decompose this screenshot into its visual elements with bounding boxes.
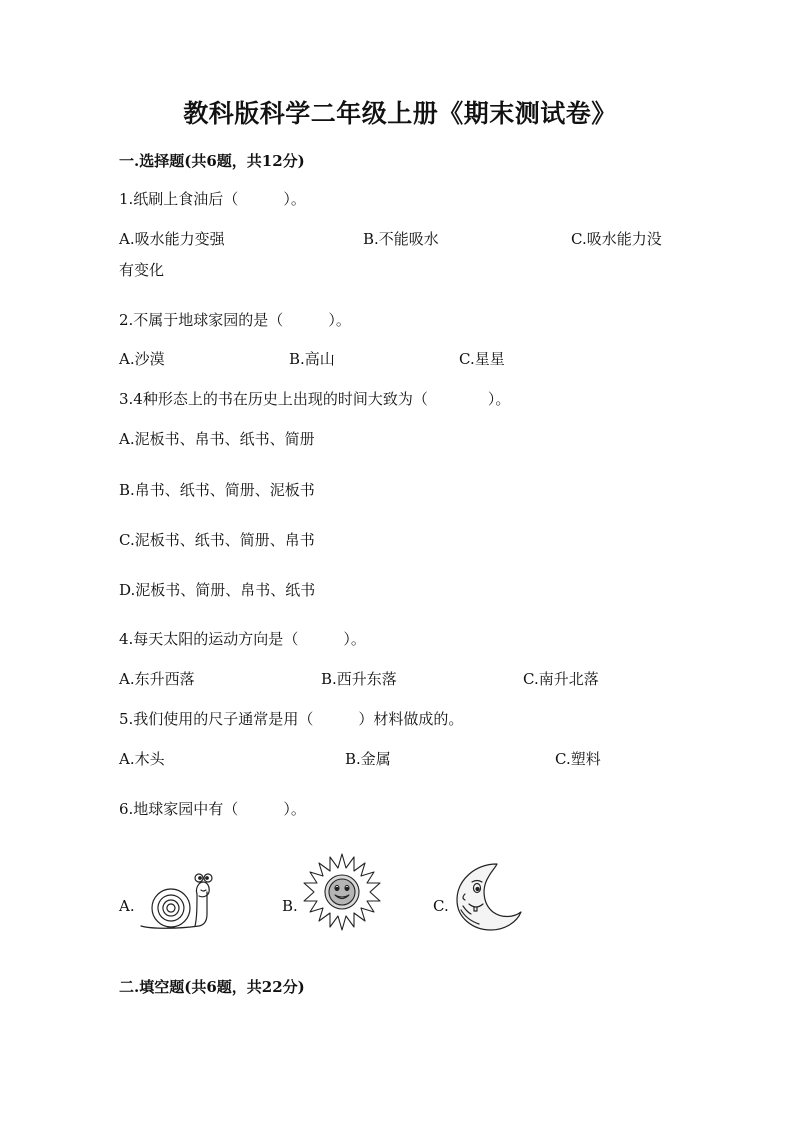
sun-icon: [302, 852, 382, 932]
question-1-stem: 1.纸刷上食油后（ ）。: [119, 190, 306, 208]
question-1-options: [119, 228, 679, 248]
question-2-option-c[interactable]: C.星星: [459, 350, 505, 368]
question-5-stem: 5.我们使用的尺子通常是用（ ）材料做成的。: [119, 710, 464, 728]
question-3-stem: 3.4种形态上的书在历史上出现的时间大致为（ ）。: [119, 390, 511, 408]
question-6-stem: 6.地球家园中有（ ）。: [119, 800, 306, 818]
question-1-option-c-wrap: 有变化: [119, 261, 165, 279]
section-heading-fill-in: 二.填空题(共6题，共22分): [119, 978, 305, 996]
question-5-option-b[interactable]: B.金属: [345, 750, 391, 768]
question-6-option-a[interactable]: [119, 850, 219, 940]
question-6-option-b-label: B.: [282, 897, 298, 915]
question-4-options: [119, 668, 679, 688]
question-2-option-b[interactable]: B.高山: [289, 350, 335, 368]
question-6-option-c-label: C.: [433, 897, 449, 915]
question-4-option-c[interactable]: C.南升北落: [523, 670, 599, 688]
question-5-option-c[interactable]: C.塑料: [555, 750, 601, 768]
question-3-option-c[interactable]: C.泥板书、纸书、简册、帛书: [119, 531, 315, 549]
question-1-option-b[interactable]: B.不能吸水: [363, 230, 439, 248]
question-6-option-b[interactable]: [282, 850, 392, 940]
crescent-moon-icon: [449, 860, 525, 932]
question-5-option-a[interactable]: A.木头: [119, 750, 165, 768]
question-2-option-a[interactable]: A.沙漠: [119, 350, 165, 368]
question-3-option-b[interactable]: B.帛书、纸书、简册、泥板书: [119, 481, 315, 499]
snail-icon: [137, 866, 215, 932]
page-title: 教科版科学二年级上册《期末测试卷》: [183, 99, 617, 128]
question-1-option-c[interactable]: C.吸水能力没: [571, 230, 662, 248]
question-6-option-c[interactable]: [433, 850, 533, 940]
question-4-option-a[interactable]: A.东升西落: [119, 670, 195, 688]
question-3-option-a[interactable]: A.泥板书、帛书、纸书、简册: [119, 430, 315, 448]
question-1-option-a[interactable]: A.吸水能力变强: [119, 230, 225, 248]
question-5-options: [119, 748, 679, 768]
question-4-stem: 4.每天太阳的运动方向是（ ）。: [119, 630, 366, 648]
question-2-stem: 2.不属于地球家园的是（ ）。: [119, 311, 351, 329]
question-6-option-a-label: A.: [119, 897, 135, 915]
question-2-options: [119, 348, 679, 368]
question-4-option-b[interactable]: B.西升东落: [321, 670, 397, 688]
section-heading-multiple-choice: 一.选择题(共6题，共12分): [119, 152, 305, 170]
question-3-option-d[interactable]: D.泥板书、简册、帛书、纸书: [119, 581, 316, 599]
